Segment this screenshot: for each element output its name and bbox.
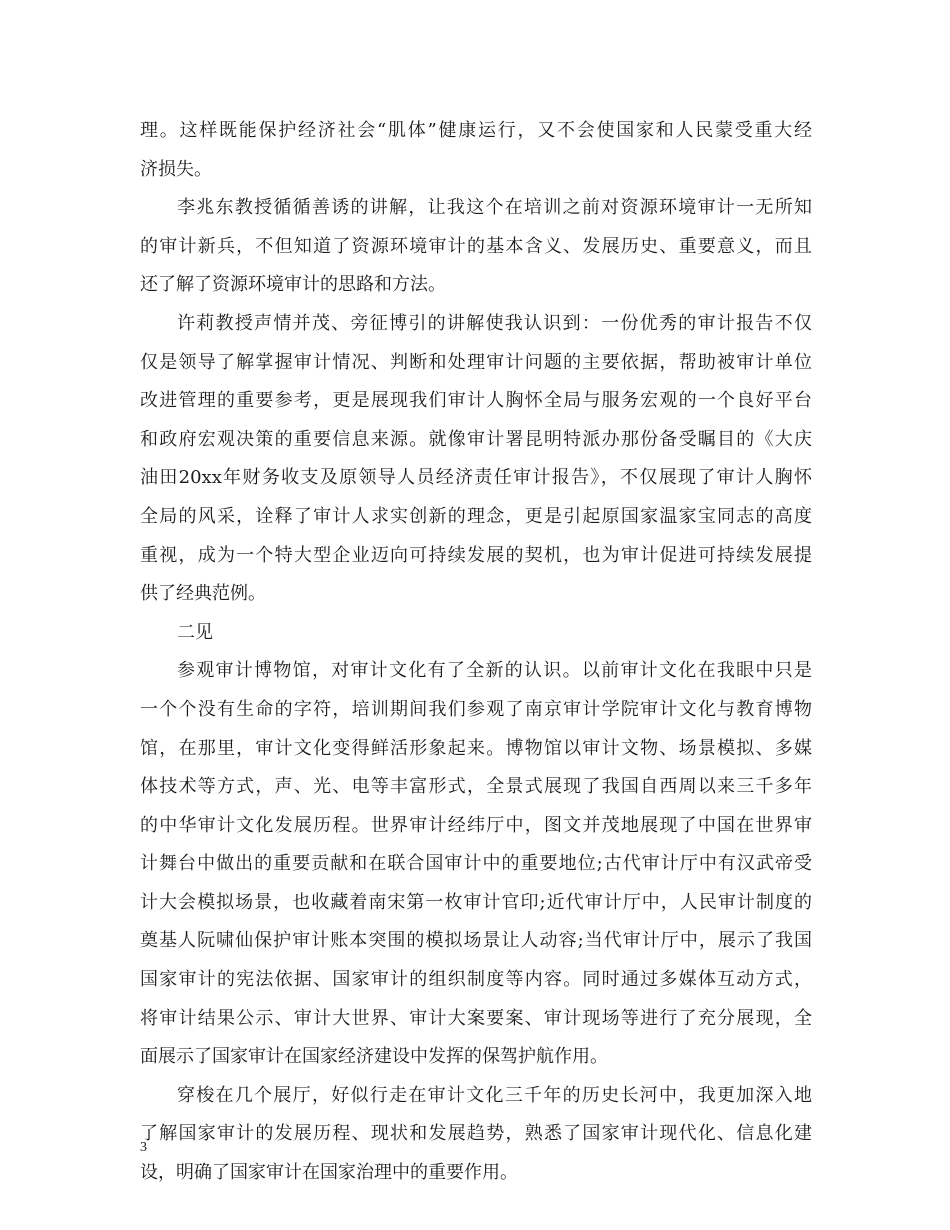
text-line: 和政府宏观决策的重要信息来源。就像审计署昆明特派办那份备受瞩目的《大庆 bbox=[140, 428, 812, 450]
text-line: 改进管理的重要参考，更是展现我们审计人胸怀全局与服务宏观的一个良好平台 bbox=[140, 390, 812, 412]
text-line: 计舞台中做出的重要贡献和在联合国审计中的重要地位;古代审计厅中有汉武帝受 bbox=[140, 853, 812, 875]
section-heading: 二见 bbox=[177, 621, 213, 643]
text-line: 许莉教授声情并茂、旁征博引的讲解使我认识到：一份优秀的审计报告不仅 bbox=[177, 312, 812, 334]
text-line: 设，明确了国家审计在国家治理中的重要作用。 bbox=[140, 1162, 518, 1184]
text-line: 全局的风采，诠释了审计人求实创新的理念，更是引起原国家温家宝同志的高度 bbox=[140, 505, 812, 527]
page-number: 3 bbox=[140, 1140, 147, 1155]
text-line: 计大会模拟场景，也收藏着南宋第一枚审计官印;近代审计厅中，人民审计制度的 bbox=[140, 891, 812, 913]
text-line: 理。这样既能保护经济社会“肌体”健康运行，又不会使国家和人民蒙受重大经 bbox=[140, 120, 812, 141]
text-line: 穿梭在几个展厅，好似行走在审计文化三千年的历史长河中，我更加深入地 bbox=[177, 1084, 812, 1106]
text-line: 的中华审计文化发展历程。世界审计经纬厅中，图文并茂地展现了中国在世界审 bbox=[140, 814, 812, 836]
text-line: 重视，成为一个特大型企业迈向可持续发展的契机，也为审计促进可持续发展提 bbox=[140, 544, 812, 566]
text-line: 了解国家审计的发展历程、现状和发展趋势，熟悉了国家审计现代化、信息化建 bbox=[140, 1123, 812, 1145]
text-line: 奠基人阮啸仙保护审计账本突围的模拟场景让人动容;当代审计厅中，展示了我国 bbox=[140, 930, 812, 952]
text-line: 油田20xx年财务收支及原领导人员经济责任审计报告》，不仅展现了审计人胸怀 bbox=[140, 467, 812, 489]
text-line: 的审计新兵，不但知道了资源环境审计的基本含义、发展历史、重要意义，而且 bbox=[140, 235, 812, 257]
text-line: 供了经典范例。 bbox=[140, 583, 266, 605]
text-line: 还了解了资源环境审计的思路和方法。 bbox=[140, 274, 446, 296]
text-line: 面展示了国家审计在国家经济建设中发挥的保驾护航作用。 bbox=[140, 1046, 608, 1068]
text-line: 济损失。 bbox=[140, 158, 212, 180]
text-line: 一个个没有生命的字符，培训期间我们参观了南京审计学院审计文化与教育博物 bbox=[140, 698, 812, 720]
document-body bbox=[140, 112, 812, 1193]
text-line: 国家审计的宪法依据、国家审计的组织制度等内容。同时通过多媒体互动方式， bbox=[140, 969, 812, 991]
text-line: 馆，在那里，审计文化变得鲜活形象起来。博物馆以审计文物、场景模拟、多媒 bbox=[140, 737, 812, 759]
text-line: 李兆东教授循循善诱的讲解，让我这个在培训之前对资源环境审计一无所知 bbox=[177, 197, 812, 219]
text-line: 参观审计博物馆，对审计文化有了全新的认识。以前审计文化在我眼中只是 bbox=[177, 660, 812, 682]
text-line: 体技术等方式，声、光、电等丰富形式，全景式展现了我国自西周以来三千多年 bbox=[140, 776, 812, 798]
text-line: 仅是领导了解掌握审计情况、判断和处理审计问题的主要依据，帮助被审计单位 bbox=[140, 351, 812, 373]
text-line: 将审计结果公示、审计大世界、审计大案要案、审计现场等进行了充分展现，全 bbox=[140, 1007, 812, 1029]
